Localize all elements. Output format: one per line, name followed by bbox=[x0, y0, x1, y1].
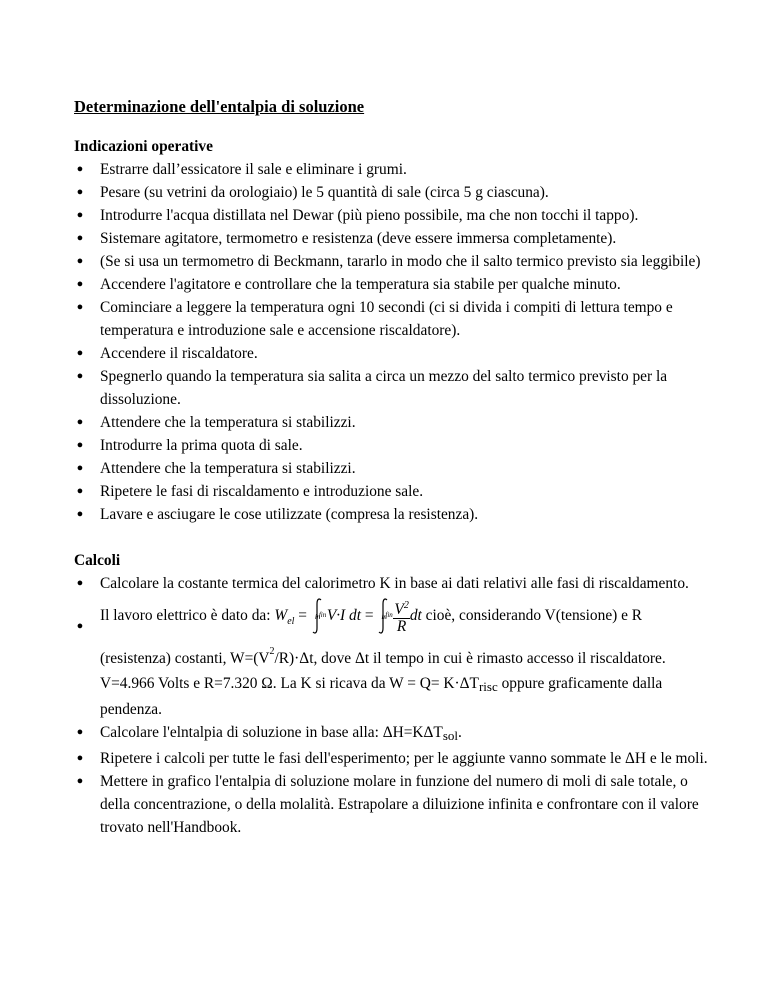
list-item bbox=[74, 480, 714, 503]
list-item bbox=[74, 365, 714, 411]
integral-sign-icon bbox=[377, 596, 411, 636]
bullet-icon: ● bbox=[76, 416, 84, 428]
list-item bbox=[74, 158, 714, 181]
document-page bbox=[74, 96, 714, 839]
bullet-icon: ● bbox=[76, 726, 84, 739]
list-item-text: Ripetere le fasi di riscaldamento e introduzione sale. bbox=[100, 483, 424, 500]
list-item-text: Spegnerlo quando la temperatura sia salita a circa un mezzo del salto termico previsto per la dissoluzione. bbox=[100, 368, 668, 408]
list-item bbox=[74, 572, 714, 595]
list-item bbox=[74, 181, 714, 204]
bullet-icon: ● bbox=[76, 577, 84, 589]
section-heading-calcoli: Calcoli bbox=[74, 552, 121, 569]
electric-work-formula bbox=[274, 599, 425, 636]
integral-lower-limit: in bbox=[314, 613, 321, 622]
bullet-icon: ● bbox=[76, 462, 84, 474]
bullet-icon: ● bbox=[76, 278, 84, 290]
list-item-text: Cominciare a leggere la temperatura ogni 10 secondi (ci si divida i compiti di lettura tempo e temperatura e introduzione sale e accensione riscaldatore). bbox=[100, 299, 673, 339]
list-item-text: Calcolare l'elntalpia di soluzione in base alla: ΔH=KΔTsol. bbox=[100, 724, 462, 744]
integral-upper-limit: fin bbox=[318, 611, 327, 620]
formula-w: W bbox=[274, 607, 288, 624]
bullet-icon: ● bbox=[76, 232, 84, 244]
list-item-text: Introdurre la prima quota di sale. bbox=[100, 437, 303, 454]
bullet-icon: ● bbox=[76, 347, 84, 359]
list-item-text: Calcolare la costante termica del calorimetro K in base ai dati relativi alle fasi di riscaldamento. bbox=[100, 575, 689, 592]
list-item bbox=[74, 457, 714, 480]
list-item-text: (Se si usa un termometro di Beckmann, tararlo in modo che il salto termico previsto sia leggibile) bbox=[100, 253, 701, 270]
list-item bbox=[74, 434, 714, 457]
bullet-icon: ● bbox=[76, 620, 84, 632]
formula-equals: = bbox=[364, 607, 374, 624]
list-item-text: Accendere il riscaldatore. bbox=[100, 345, 258, 362]
list-item-text: Introdurre l'acqua distillata nel Dewar (più pieno possibile, ma che non tocchi il tappo). bbox=[100, 207, 639, 224]
bullet-icon: ● bbox=[76, 301, 84, 313]
list-item bbox=[74, 770, 714, 839]
list-item-continuation: (resistenza) costanti, $W=(V^2/R)\cdot\Delta t$, dove Δt il tempo in cui è rimasto accesso il riscaldatore. V=4.966 Volts e R=7.320 Ω. La K si ricava da W = Q= K·ΔTrisc oppure graficamente dalla pendenza. bbox=[100, 646, 666, 719]
calc-list bbox=[74, 572, 714, 839]
spacer bbox=[74, 526, 714, 549]
bullet-icon: ● bbox=[76, 775, 84, 788]
list-item-text: Accendere l'agitatore e controllare che la temperatura sia stabile per qualche minuto. bbox=[100, 276, 621, 293]
list-item-text: Pesare (su vetrini da orologiaio) le 5 quantità di sale (circa 5 g ciascuna). bbox=[100, 184, 549, 201]
list-item-text: Mettere in grafico l'entalpia di soluzione molare in funzione del numero di moli di sale totale, o della concentrazione, o della molalità. Estrapolare a diluizione infinita e confrontare con il valore trovato nell'Handbook. bbox=[100, 773, 699, 837]
integral-lower-limit: in bbox=[381, 613, 387, 622]
bullet-icon: ● bbox=[76, 209, 84, 221]
list-item bbox=[74, 227, 714, 250]
integral-upper-limit: fin bbox=[385, 611, 393, 620]
list-item-text: Attendere che la temperatura si stabilizzi. bbox=[100, 414, 356, 431]
integral-sign-icon bbox=[311, 596, 345, 636]
list-item bbox=[74, 296, 714, 342]
formula-el-subscript: el bbox=[287, 616, 295, 628]
fraction-denominator: R bbox=[396, 618, 407, 636]
list-item-text: Sistemare agitatore, termometro e resistenza (deve essere immersa completamente). bbox=[100, 230, 617, 247]
list-item-text: Ripetere i calcoli per tutte le fasi dell'esperimento; per le aggiunte vanno sommate le ΔH e le moli. bbox=[100, 750, 708, 768]
formula-integrand: V·I dt bbox=[326, 607, 362, 624]
list-item-text: Estrarre dall’essicatore il sale e eliminare i grumi. bbox=[100, 161, 407, 178]
fraction-numerator: $V^2$ bbox=[394, 599, 409, 619]
bullet-icon: ● bbox=[76, 186, 84, 198]
bullet-icon: ● bbox=[76, 485, 84, 497]
page-title: Determinazione dell'entalpia di soluzione bbox=[74, 97, 365, 116]
list-item-text: cioè, considerando V(tensione) e R bbox=[425, 607, 643, 624]
list-item bbox=[74, 204, 714, 227]
formula-equals: = bbox=[298, 607, 307, 624]
list-item bbox=[74, 273, 714, 296]
list-item bbox=[74, 747, 714, 770]
formula-dt: dt bbox=[409, 607, 422, 624]
operative-list bbox=[74, 158, 714, 526]
bullet-icon: ● bbox=[76, 752, 84, 765]
bullet-icon: ● bbox=[76, 508, 84, 520]
list-item bbox=[74, 503, 714, 526]
list-item-text: Lavare e asciugare le cose utilizzate (compresa la resistenza). bbox=[100, 506, 479, 523]
list-item bbox=[74, 721, 714, 747]
section-heading-operative: Indicazioni operative bbox=[74, 138, 213, 155]
list-item bbox=[74, 250, 714, 273]
bullet-icon: ● bbox=[76, 370, 84, 382]
bullet-icon: ● bbox=[76, 255, 84, 267]
list-item bbox=[74, 411, 714, 434]
list-item-text: Il lavoro elettrico è dato da: bbox=[100, 607, 275, 624]
list-item-text: Attendere che la temperatura si stabilizzi. bbox=[100, 460, 356, 477]
bullet-icon: ● bbox=[76, 163, 84, 175]
bullet-icon: ● bbox=[76, 439, 84, 451]
list-item-formula bbox=[74, 595, 714, 721]
list-item bbox=[74, 342, 714, 365]
